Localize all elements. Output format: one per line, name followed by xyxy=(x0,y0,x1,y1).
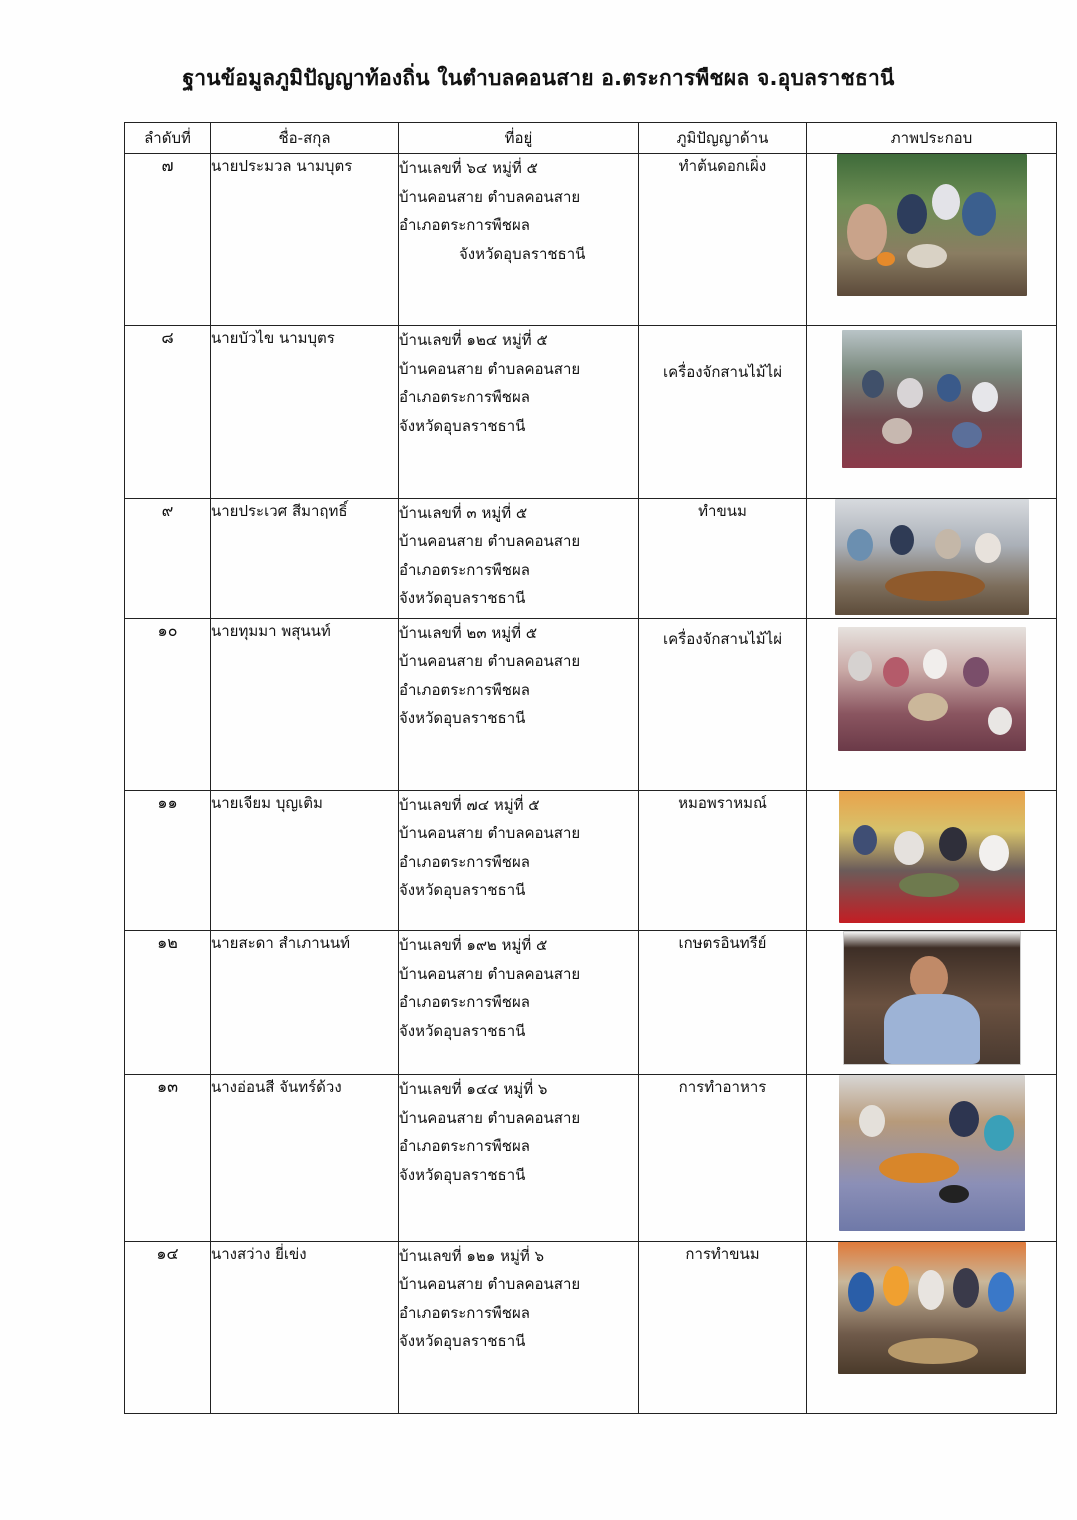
address-cell xyxy=(399,498,639,618)
person-name: นางอ่อนสี จันทร์ด้วง xyxy=(211,1075,399,1241)
address-line: บ้านเลขที่ ๗๔ หมู่ที่ ๕ xyxy=(399,795,540,814)
row-number: ๑๐ xyxy=(125,618,211,790)
address-line: จังหวัดอุบลราชธานี xyxy=(399,416,526,435)
wisdom-skill: ทำขนม xyxy=(639,498,807,618)
table-row xyxy=(125,498,1057,618)
address-line: อำเภอตระการพืชผล xyxy=(399,1137,530,1156)
row-number: ๑๓ xyxy=(125,1075,211,1241)
address-line: จังหวัดอุบลราชธานี xyxy=(399,881,526,900)
address-line: อำเภอตระการพืชผล xyxy=(399,852,530,871)
address-line: บ้านคอนสาย ตำบลคอนสาย xyxy=(399,187,581,206)
wisdom-skill: ทำต้นดอกเผิ่ง xyxy=(639,154,807,326)
address-cell xyxy=(399,618,639,790)
address-cell xyxy=(399,1075,639,1241)
header-row xyxy=(125,123,1057,154)
photo-making-snacks-icon xyxy=(835,499,1029,615)
address-cell xyxy=(399,790,639,930)
wisdom-skill: เครื่องจักสานไม้ไผ่ xyxy=(639,326,807,498)
photo-cell xyxy=(807,326,1057,498)
table-row xyxy=(125,154,1057,326)
address-line: บ้านเลขที่ ๑๒๑ หมู่ที่ ๖ xyxy=(399,1246,545,1265)
photo-bamboo-weaving-group-icon xyxy=(838,627,1026,751)
address-line: จังหวัดอุบลราชธานี xyxy=(399,1021,526,1040)
person-name: นายประเวศ สีมาฤทธิ์ xyxy=(211,498,399,618)
address-line: บ้านเลขที่ ๓ หมู่ที่ ๕ xyxy=(399,503,528,522)
address-line: อำเภอตระการพืชผล xyxy=(399,1303,530,1322)
address-line: บ้านเลขที่ ๒๓ หมู่ที่ ๕ xyxy=(399,623,538,642)
address-cell xyxy=(399,154,639,326)
table-row xyxy=(125,1241,1057,1413)
address-line: จังหวัดอุบลราชธานี xyxy=(399,709,526,728)
header-photo: ภาพประกอบ xyxy=(807,123,1057,154)
wisdom-skill: การทำอาหาร xyxy=(639,1075,807,1241)
photo-cell xyxy=(807,931,1057,1075)
table-row xyxy=(125,931,1057,1075)
wisdom-table xyxy=(124,122,1057,1414)
address-line: อำเภอตระการพืชผล xyxy=(399,680,530,699)
wisdom-database-sheet xyxy=(124,122,1056,1414)
row-number: ๙ xyxy=(125,498,211,618)
address-cell xyxy=(399,931,639,1075)
photo-brahmin-ceremony-icon xyxy=(839,791,1025,923)
address-line: อำเภอตระการพืชผล xyxy=(399,216,530,234)
address-line: จังหวัดอุบลราชธานี xyxy=(399,1165,526,1184)
address-line: บ้านคอนสาย ตำบลคอนสาย xyxy=(399,652,581,671)
photo-bamboo-weaving-icon xyxy=(842,330,1022,468)
photo-cell xyxy=(807,1241,1057,1413)
person-name: นายประมวล นามบุตร xyxy=(211,154,399,326)
row-number: ๑๔ xyxy=(125,1241,211,1413)
address-line: บ้านเลขที่ ๑๔๔ หมู่ที่ ๖ xyxy=(399,1080,548,1099)
photo-farmer-portrait-icon xyxy=(843,931,1021,1065)
wisdom-skill: เกษตรอินทรีย์ xyxy=(639,931,807,1075)
address-line: บ้านคอนสาย ตำบลคอนสาย xyxy=(399,359,581,378)
address-line: บ้านคอนสาย ตำบลคอนสาย xyxy=(399,824,581,843)
header-address: ที่อยู่ xyxy=(399,123,639,154)
photo-cell xyxy=(807,154,1057,326)
row-number: ๘ xyxy=(125,326,211,498)
row-number: ๑๒ xyxy=(125,931,211,1075)
address-line: จังหวัดอุบลราชธานี xyxy=(399,589,526,608)
person-name: นางสว่าง ยี่เข่ง xyxy=(211,1241,399,1413)
address-line: บ้านเลขที่ ๑๒๔ หมู่ที่ ๕ xyxy=(399,331,548,350)
header-skill: ภูมิปัญญาด้าน xyxy=(639,123,807,154)
address-line: บ้านเลขที่ ๖๔ หมู่ที่ ๕ xyxy=(399,159,538,177)
address-line: จังหวัดอุบลราชธานี xyxy=(399,1332,526,1351)
person-name: นายเจียม บุญเติม xyxy=(211,790,399,930)
photo-people-cooking-icon xyxy=(837,154,1027,296)
wisdom-skill: เครื่องจักสานไม้ไผ่ xyxy=(639,618,807,790)
address-line: อำเภอตระการพืชผล xyxy=(399,560,530,579)
table-row xyxy=(125,618,1057,790)
address-line: บ้านเลขที่ ๑๙๒ หมู่ที่ ๕ xyxy=(399,936,548,955)
address-line: อำเภอตระการพืชผล xyxy=(399,388,530,407)
row-number: ๗ xyxy=(125,154,211,326)
address-line: บ้านคอนสาย ตำบลคอนสาย xyxy=(399,1275,581,1294)
address-cell xyxy=(399,1241,639,1413)
photo-cooking-food-icon xyxy=(839,1075,1025,1231)
table-row xyxy=(125,790,1057,930)
photo-cell xyxy=(807,790,1057,930)
wisdom-skill: หมอพราหมณ์ xyxy=(639,790,807,930)
person-name: นายสะดา สำเภานนท์ xyxy=(211,931,399,1075)
address-line: จังหวัดอุบลราชธานี xyxy=(459,244,586,263)
header-no: ลำดับที่ xyxy=(125,123,211,154)
photo-cell xyxy=(807,1075,1057,1241)
row-number: ๑๑ xyxy=(125,790,211,930)
table-row xyxy=(125,1075,1057,1241)
address-line: บ้านคอนสาย ตำบลคอนสาย xyxy=(399,964,581,983)
address-line: บ้านคอนสาย ตำบลคอนสาย xyxy=(399,1108,581,1127)
photo-cell xyxy=(807,498,1057,618)
photo-group-snacks-icon xyxy=(838,1242,1026,1374)
page-title: ฐานข้อมูลภูมิปัญญาท้องถิ่น ในตำบลคอนสาย อ.ตระการพืชผล จ.อุบลราชธานี xyxy=(182,66,895,90)
header-name: ชื่อ-สกุล xyxy=(211,123,399,154)
address-cell xyxy=(399,326,639,498)
address-line: บ้านคอนสาย ตำบลคอนสาย xyxy=(399,532,581,551)
person-name: นายทุมมา พสุนนท์ xyxy=(211,618,399,790)
table-row xyxy=(125,326,1057,498)
address-line: อำเภอตระการพืชผล xyxy=(399,993,530,1012)
wisdom-skill: การทำขนม xyxy=(639,1241,807,1413)
person-name: นายบัวไข นามบุตร xyxy=(211,326,399,498)
photo-cell xyxy=(807,618,1057,790)
